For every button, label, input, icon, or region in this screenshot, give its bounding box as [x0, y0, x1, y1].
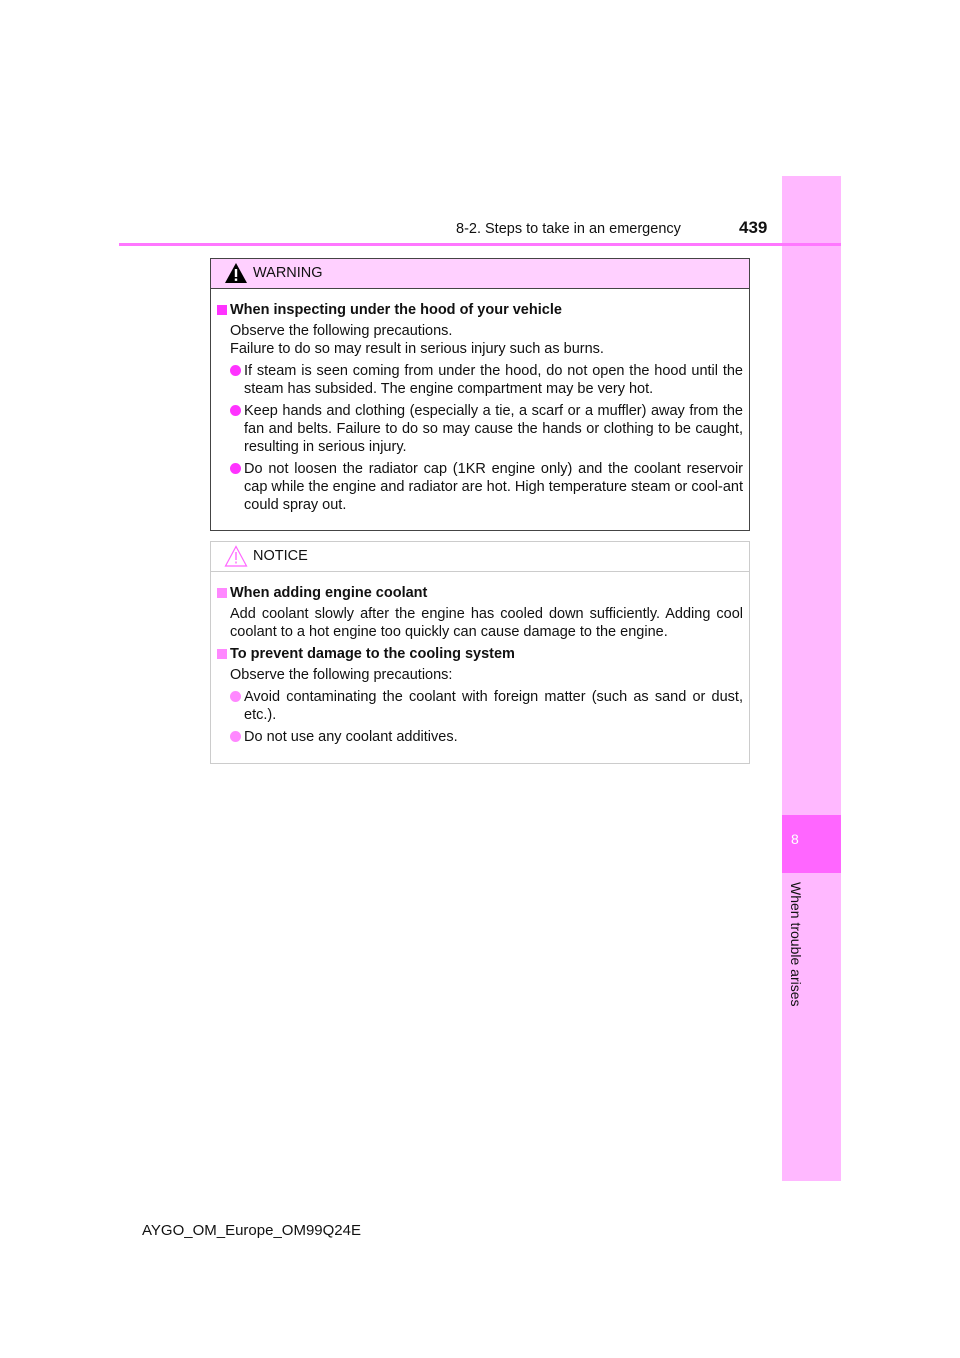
notice-bullet	[217, 728, 743, 746]
page-number: 439	[739, 218, 768, 237]
chapter-tab	[782, 815, 841, 873]
notice-header	[211, 542, 749, 572]
document-id: AYGO_OM_Europe_OM99Q24E	[142, 1222, 361, 1239]
section-title: 8-2. Steps to take in an emergency	[456, 221, 681, 237]
chapter-number: 8	[791, 831, 799, 847]
bullet-text: If steam is seen coming from under the hood, do not open the hood until the steam has subsided. The engine compartment may be very hot.	[244, 363, 743, 397]
warning-bullet	[217, 402, 743, 456]
notice-label: NOTICE	[253, 548, 308, 564]
warning-box	[210, 258, 750, 531]
notice-heading: When adding engine coolant	[217, 584, 743, 602]
bullet-icon	[230, 731, 241, 742]
notice-box	[210, 541, 750, 764]
notice-text: Observe the following precautions:	[230, 667, 453, 683]
warning-heading: When inspecting under the hood of your vehicle	[217, 301, 743, 319]
notice-bullet	[217, 688, 743, 724]
warning-intro: Failure to do so may result in serious injury such as burns.	[230, 341, 604, 357]
notice-triangle-icon	[224, 545, 248, 567]
bullet-text: Do not loosen the radiator cap (1KR engine only) and the coolant reservoir cap while the engine and radiator are hot. High temperature steam or cool-ant could spray out.	[244, 461, 743, 513]
header-divider	[119, 243, 841, 246]
chapter-title: When trouble arises	[788, 882, 804, 1007]
bullet-icon	[230, 691, 241, 702]
bullet-text: Keep hands and clothing (especially a tie, a scarf or a muffler) away from the fan and belts. Failure to do so may cause the hands or clothing to be caught, resulting in serious injury.	[244, 403, 743, 455]
bullet-icon	[230, 405, 241, 416]
bullet-text: Avoid contaminating the coolant with foreign matter (such as sand or dust, etc.).	[244, 689, 743, 723]
warning-bullet	[217, 460, 743, 514]
bullet-text: Do not use any coolant additives.	[244, 729, 458, 745]
bullet-icon	[230, 463, 241, 474]
warning-bullet	[217, 362, 743, 398]
bullet-icon	[230, 365, 241, 376]
notice-heading: To prevent damage to the cooling system	[217, 645, 743, 663]
warning-triangle-icon	[224, 262, 248, 284]
notice-text: Add coolant slowly after the engine has cooled down sufficiently. Adding cool coolant to a hot engine too quickly can cause damage to the engine.	[230, 606, 743, 640]
warning-header	[211, 259, 749, 289]
warning-intro: Observe the following precautions.	[230, 323, 453, 339]
warning-label: WARNING	[253, 265, 323, 281]
side-tab	[782, 176, 841, 1181]
